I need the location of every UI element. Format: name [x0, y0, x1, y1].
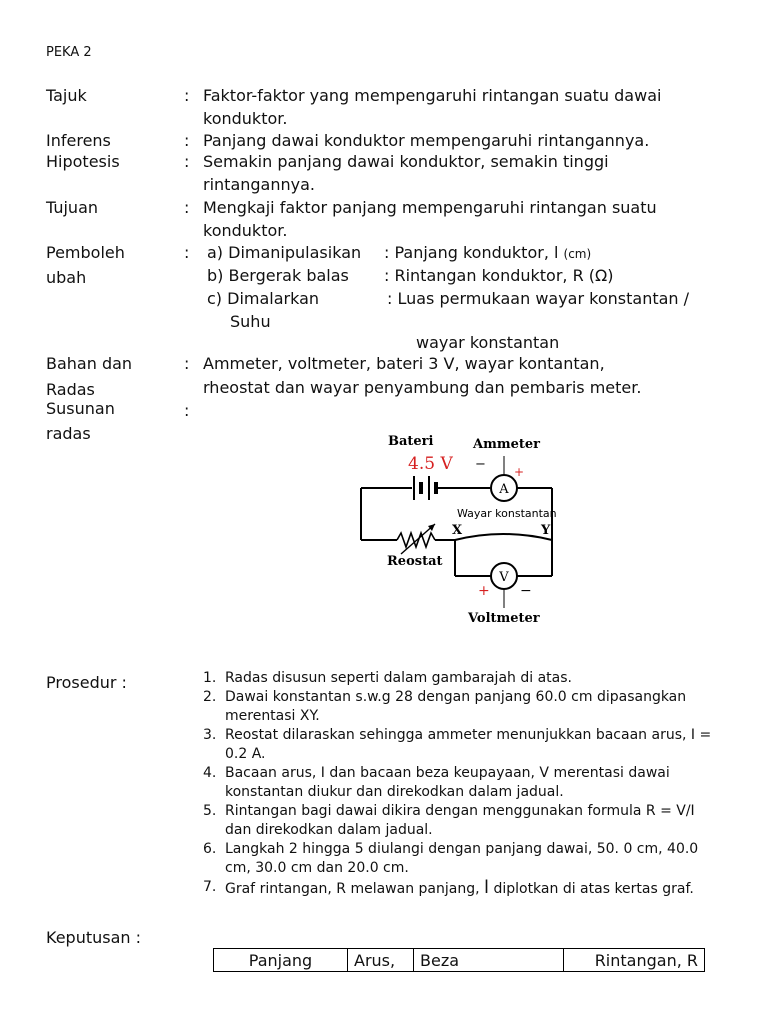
wire-label: Wayar konstantan [457, 507, 557, 520]
procedure-step: 1. Radas disusun seperti dalam gambarajah di atas. [203, 670, 572, 686]
hipotesis-value: Semakin panjang dawai konduktor, semakin tinggi rintangannya. [203, 152, 609, 194]
radas-label: Radas [46, 380, 95, 399]
voltmeter-plus: + [478, 583, 490, 599]
procedure-step: 7. Graf rintangan, R melawan panjang, l diplotkan di atas kertas graf. [203, 877, 694, 898]
susunan-label: Susunan [46, 399, 115, 418]
rheostat-label: Reostat [387, 554, 443, 569]
results-table [213, 948, 705, 972]
battery-voltage: 4.5 V [408, 454, 453, 474]
results-header-rintangan: Rintangan, R [564, 949, 705, 972]
keputusan-label: Keputusan : [46, 928, 142, 947]
variable-fixed-value: : Luas permukaan wayar konstantan / [387, 289, 690, 308]
variable-fixed-key: c) Dimalarkan [207, 289, 320, 308]
variable-responding-key: b) Bergerak balas [207, 266, 349, 285]
prosedur-label: Prosedur : [46, 673, 127, 692]
tajuk-colon: : [184, 86, 190, 105]
variable-manipulated-unit: (cm) [563, 247, 592, 261]
tajuk-value: Faktor-faktor yang mempengaruhi rintangan suatu dawai konduktor. [203, 86, 662, 128]
results-header-arus: Arus, [348, 949, 414, 972]
ubah-label: ubah [46, 268, 87, 287]
results-header-panjang: Panjang [214, 949, 348, 972]
procedure-step: 4. Bacaan arus, I dan bacaan beza keupayaan, V merentasi dawai konstantan diukur dan direkodkan dalam jadual. [203, 765, 670, 800]
inferens-colon: : [184, 131, 190, 150]
tujuan-colon: : [184, 198, 190, 217]
variable-manipulated-key: a) Dimanipulasikan [207, 243, 362, 262]
ammeter-minus: − [475, 457, 486, 472]
procedure-step: 3. Reostat dilaraskan sehingga ammeter menunjukkan bacaan arus, I = 0.2 A. [203, 727, 712, 762]
hipotesis-colon: : [184, 152, 190, 171]
inferens-value: Panjang dawai konduktor mempengaruhi rintangannya. [203, 131, 650, 150]
variable-responding-value: : Rintangan konduktor, R (Ω) [384, 266, 614, 285]
bahan-colon: : [184, 354, 190, 373]
battery-label: Bateri [388, 434, 434, 449]
tajuk-label: Tajuk [46, 86, 87, 105]
rheostat-arrow [401, 524, 435, 554]
hipotesis-label: Hipotesis [46, 152, 120, 171]
constantan-wire [455, 534, 552, 540]
procedure-list [203, 669, 723, 899]
inferens-label: Inferens [46, 131, 111, 150]
bahan-line2: rheostat dan wayar penyambung dan pembaris meter. [203, 378, 642, 397]
point-x: X [452, 523, 463, 538]
procedure-step: 2. Dawai konstantan s.w.g 28 dengan panjang 60.0 cm dipasangkan merentasi XY. [203, 689, 687, 724]
bahan-line1: Ammeter, voltmeter, bateri 3 V, wayar kontantan, [203, 354, 605, 373]
results-header-beza: Beza [414, 949, 564, 972]
ammeter-symbol: A [499, 482, 509, 497]
variable-fixed-cont: Suhu [230, 312, 271, 331]
voltmeter-label: Voltmeter [468, 611, 540, 626]
procedure-step: 5. Rintangan bagi dawai dikira dengan menggunakan formula R = V/I dan direkodkan dalam jadual. [203, 803, 695, 838]
tujuan-label: Tujuan [46, 198, 99, 217]
radas-label-2: radas [46, 424, 91, 443]
point-y: Y [541, 523, 551, 538]
variable-fixed-extra: wayar konstantan [416, 333, 560, 352]
voltmeter-symbol: V [499, 570, 509, 585]
bahan-label: Bahan dan [46, 354, 133, 373]
voltmeter-minus: − [520, 583, 532, 599]
procedure-step: 6. Langkah 2 hingga 5 diulangi dengan panjang dawai, 50. 0 cm, 40.0 cm, 30.0 cm dan 20.0 cm. [203, 841, 699, 876]
battery-icon [414, 476, 436, 500]
circuit-diagram [355, 428, 570, 628]
ammeter-label: Ammeter [473, 437, 540, 452]
ammeter-plus: + [514, 465, 525, 479]
pemboleh-label: Pemboleh [46, 243, 125, 262]
susunan-colon: : [184, 401, 190, 420]
variable-manipulated-value: : Panjang konduktor, l (cm) [384, 243, 592, 262]
tujuan-value: Mengkaji faktor panjang mempengaruhi rintangan suatu konduktor. [203, 198, 657, 240]
document-code: PEKA 2 [46, 45, 92, 60]
pemboleh-colon: : [184, 243, 190, 262]
